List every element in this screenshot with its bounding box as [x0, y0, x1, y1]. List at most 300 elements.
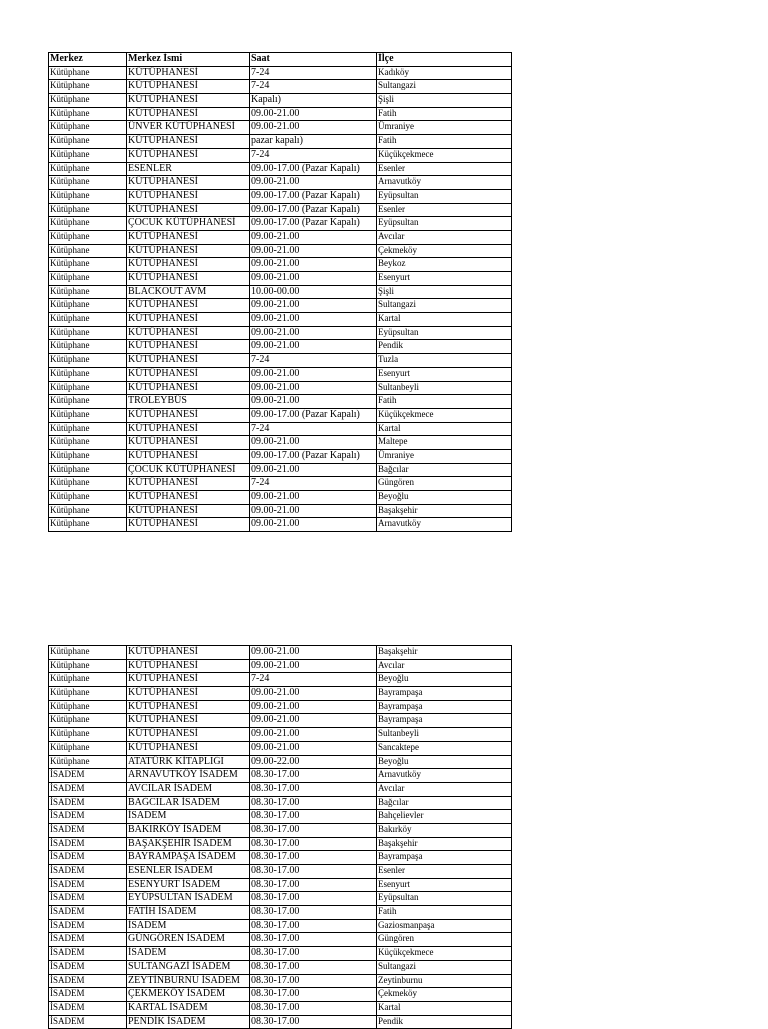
cell-merkez: Kütüphane: [49, 728, 127, 742]
table-row: [49, 504, 512, 518]
cell-saat: 09.00-17.00 (Pazar Kapalı): [250, 408, 377, 422]
cell-merkez: Kütüphane: [49, 673, 127, 687]
cell-ilce: Bağcılar: [377, 463, 512, 477]
cell-saat: 09.00-21.00: [250, 107, 377, 121]
cell-ilce: Bayrampaşa: [377, 851, 512, 865]
cell-merkez-ismi: KÜTÜPHANESİ: [127, 367, 250, 381]
cell-ilce: Güngören: [377, 933, 512, 947]
cell-merkez: İSADEM: [49, 782, 127, 796]
cell-ilce: Bayrampaşa: [377, 700, 512, 714]
cell-ilce: Küçükçekmece: [377, 148, 512, 162]
cell-merkez-ismi: AVCILAR İSADEM: [127, 782, 250, 796]
cell-merkez: İSADEM: [49, 823, 127, 837]
cell-merkez-ismi: KÜTÜPHANESİ: [127, 700, 250, 714]
cell-ilce: Fatih: [377, 395, 512, 409]
cell-ilce: Çekmeköy: [377, 244, 512, 258]
cell-saat: 7-24: [250, 673, 377, 687]
table-row: [49, 919, 512, 933]
cell-merkez-ismi: SULTANGAZİ İSADEM: [127, 960, 250, 974]
cell-merkez: Kütüphane: [49, 244, 127, 258]
cell-saat: 09.00-21.00: [250, 272, 377, 286]
table-row: [49, 463, 512, 477]
table-row: [49, 354, 512, 368]
cell-merkez-ismi: PENDİK İSADEM: [127, 1015, 250, 1029]
cell-ilce: Esenyurt: [377, 272, 512, 286]
cell-saat: 09.00-21.00: [250, 121, 377, 135]
library-hours-table-1: [48, 52, 512, 532]
cell-merkez: Kütüphane: [49, 272, 127, 286]
cell-saat: 09.00-21.00: [250, 728, 377, 742]
cell-saat: 08.30-17.00: [250, 782, 377, 796]
cell-ilce: Pendik: [377, 340, 512, 354]
cell-merkez: Kütüphane: [49, 491, 127, 505]
table-row: [49, 326, 512, 340]
table-row: [49, 299, 512, 313]
table-row: [49, 659, 512, 673]
cell-ilce: Ümraniye: [377, 121, 512, 135]
cell-merkez-ismi: KÜTÜPHANESİ: [127, 80, 250, 94]
table-row: [49, 755, 512, 769]
cell-ilce: Beyoğlu: [377, 673, 512, 687]
table-row: [49, 782, 512, 796]
cell-ilce: Şişli: [377, 285, 512, 299]
cell-merkez-ismi: KÜTÜPHANESİ: [127, 230, 250, 244]
cell-merkez: İSADEM: [49, 892, 127, 906]
cell-ilce: Başakşehir: [377, 504, 512, 518]
cell-merkez-ismi: KÜTÜPHANESİ: [127, 741, 250, 755]
cell-merkez: Kütüphane: [49, 741, 127, 755]
cell-ilce: Maltepe: [377, 436, 512, 450]
cell-merkez: Kütüphane: [49, 477, 127, 491]
table-row: [49, 796, 512, 810]
cell-saat: 09.00-17.00 (Pazar Kapalı): [250, 203, 377, 217]
cell-merkez-ismi: KÜTÜPHANESİ: [127, 326, 250, 340]
cell-merkez-ismi: KÜTÜPHANESİ: [127, 203, 250, 217]
cell-merkez-ismi: KÜTÜPHANESİ: [127, 714, 250, 728]
cell-saat: 09.00-21.00: [250, 659, 377, 673]
cell-ilce: Sultanbeyli: [377, 728, 512, 742]
cell-ilce: Beyoğlu: [377, 491, 512, 505]
cell-saat: 09.00-21.00: [250, 714, 377, 728]
cell-saat: 09.00-22.00: [250, 755, 377, 769]
cell-merkez: Kütüphane: [49, 313, 127, 327]
cell-ilce: Başakşehir: [377, 837, 512, 851]
cell-saat: 7-24: [250, 148, 377, 162]
cell-ilce: Arnavutköy: [377, 176, 512, 190]
header-merkez-ismi: Merkez İsmi: [127, 53, 250, 67]
table-row: [49, 189, 512, 203]
cell-merkez-ismi: KÜTÜPHANESİ: [127, 135, 250, 149]
cell-saat: 08.30-17.00: [250, 796, 377, 810]
cell-saat: 09.00-17.00 (Pazar Kapalı): [250, 189, 377, 203]
cell-merkez-ismi: ZEYTİNBURNU İSADEM: [127, 974, 250, 988]
cell-merkez: Kütüphane: [49, 449, 127, 463]
cell-merkez-ismi: FATİH İSADEM: [127, 906, 250, 920]
cell-merkez-ismi: KÜTÜPHANESİ: [127, 408, 250, 422]
table-row: [49, 714, 512, 728]
cell-ilce: Bahçelievler: [377, 810, 512, 824]
cell-merkez-ismi: EYÜPSULTAN İSADEM: [127, 892, 250, 906]
cell-merkez-ismi: KÜTÜPHANESİ: [127, 422, 250, 436]
cell-merkez-ismi: KÜTÜPHANESİ: [127, 148, 250, 162]
cell-saat: 08.30-17.00: [250, 933, 377, 947]
cell-ilce: Fatih: [377, 107, 512, 121]
table-row: [49, 285, 512, 299]
cell-ilce: Esenyurt: [377, 367, 512, 381]
cell-merkez: Kütüphane: [49, 326, 127, 340]
cell-ilce: Esenyurt: [377, 878, 512, 892]
cell-merkez: Kütüphane: [49, 162, 127, 176]
cell-saat: 08.30-17.00: [250, 974, 377, 988]
cell-merkez-ismi: KÜTÜPHANESİ: [127, 107, 250, 121]
cell-merkez: Kütüphane: [49, 189, 127, 203]
table-row: [49, 933, 512, 947]
cell-merkez: İSADEM: [49, 851, 127, 865]
cell-merkez-ismi: BAKIRKÖY İSADEM: [127, 823, 250, 837]
table-row: [49, 673, 512, 687]
cell-merkez-ismi: KÜTÜPHANESİ: [127, 728, 250, 742]
table-row: [49, 422, 512, 436]
library-hours-table-2: [48, 645, 512, 1029]
cell-saat: 09.00-21.00: [250, 367, 377, 381]
table-row: [49, 769, 512, 783]
cell-merkez-ismi: ESENLER İSADEM: [127, 865, 250, 879]
table-row: [49, 244, 512, 258]
cell-merkez-ismi: ATATÜRK KİTAPLIĞI: [127, 755, 250, 769]
cell-saat: 09.00-17.00 (Pazar Kapalı): [250, 162, 377, 176]
cell-merkez-ismi: ÜNVER KÜTÜPHANESİ: [127, 121, 250, 135]
cell-merkez-ismi: ESENYURT İSADEM: [127, 878, 250, 892]
cell-ilce: Küçükçekmece: [377, 408, 512, 422]
cell-ilce: Sultangazi: [377, 80, 512, 94]
cell-ilce: Gaziosmanpaşa: [377, 919, 512, 933]
table-row: [49, 94, 512, 108]
cell-ilce: Kadıköy: [377, 66, 512, 80]
cell-merkez-ismi: KÜTÜPHANESİ: [127, 673, 250, 687]
cell-ilce: Eyüpsultan: [377, 892, 512, 906]
cell-ilce: Beyoğlu: [377, 755, 512, 769]
cell-merkez: Kütüphane: [49, 367, 127, 381]
cell-ilce: Kartal: [377, 1001, 512, 1015]
cell-merkez: Kütüphane: [49, 258, 127, 272]
cell-merkez-ismi: BAYRAMPAŞA İSADEM: [127, 851, 250, 865]
table-row: [49, 80, 512, 94]
cell-merkez-ismi: KÜTÜPHANESİ: [127, 340, 250, 354]
cell-merkez-ismi: KÜTÜPHANESİ: [127, 354, 250, 368]
table-row: [49, 700, 512, 714]
cell-merkez: Kütüphane: [49, 148, 127, 162]
table-row: [49, 436, 512, 450]
cell-ilce: Fatih: [377, 906, 512, 920]
table-row: [49, 892, 512, 906]
header-ilce: İlçe: [377, 53, 512, 67]
cell-merkez-ismi: ÇOCUK KÜTÜPHANESİ: [127, 463, 250, 477]
cell-merkez: Kütüphane: [49, 687, 127, 701]
header-saat: Saat: [250, 53, 377, 67]
cell-merkez: Kütüphane: [49, 422, 127, 436]
cell-merkez: Kütüphane: [49, 94, 127, 108]
cell-merkez-ismi: KÜTÜPHANESİ: [127, 313, 250, 327]
cell-merkez-ismi: KÜTÜPHANESİ: [127, 381, 250, 395]
cell-merkez-ismi: KÜTÜPHANESİ: [127, 518, 250, 532]
table-row: [49, 878, 512, 892]
table-row: [49, 217, 512, 231]
table-row: [49, 176, 512, 190]
cell-saat: 09.00-21.00: [250, 340, 377, 354]
cell-saat: 09.00-21.00: [250, 313, 377, 327]
table-row: [49, 1015, 512, 1029]
cell-ilce: Bağcılar: [377, 796, 512, 810]
cell-merkez: Kütüphane: [49, 646, 127, 660]
cell-merkez: İSADEM: [49, 769, 127, 783]
cell-merkez-ismi: KÜTÜPHANESİ: [127, 299, 250, 313]
cell-saat: 09.00-21.00: [250, 326, 377, 340]
cell-merkez: İSADEM: [49, 919, 127, 933]
cell-merkez-ismi: KÜTÜPHANESİ: [127, 646, 250, 660]
cell-saat: 09.00-21.00: [250, 463, 377, 477]
cell-merkez: Kütüphane: [49, 408, 127, 422]
cell-merkez: İSADEM: [49, 906, 127, 920]
cell-saat: 08.30-17.00: [250, 810, 377, 824]
table-row: [49, 810, 512, 824]
cell-saat: 09.00-17.00 (Pazar Kapalı): [250, 217, 377, 231]
cell-saat: 7-24: [250, 66, 377, 80]
table-row: [49, 449, 512, 463]
cell-ilce: Güngören: [377, 477, 512, 491]
cell-saat: 08.30-17.00: [250, 1001, 377, 1015]
cell-saat: 08.30-17.00: [250, 851, 377, 865]
cell-merkez: Kütüphane: [49, 217, 127, 231]
cell-merkez: Kütüphane: [49, 285, 127, 299]
table-row: [49, 851, 512, 865]
cell-saat: 7-24: [250, 422, 377, 436]
cell-saat: 09.00-21.00: [250, 741, 377, 755]
cell-merkez: İSADEM: [49, 796, 127, 810]
cell-saat: 09.00-21.00: [250, 176, 377, 190]
cell-merkez: Kütüphane: [49, 66, 127, 80]
cell-ilce: Başakşehir: [377, 646, 512, 660]
table-row: [49, 162, 512, 176]
cell-merkez: İSADEM: [49, 933, 127, 947]
cell-merkez: Kütüphane: [49, 714, 127, 728]
cell-ilce: Sultangazi: [377, 960, 512, 974]
cell-saat: 09.00-21.00: [250, 504, 377, 518]
cell-saat: 08.30-17.00: [250, 878, 377, 892]
cell-ilce: Kartal: [377, 422, 512, 436]
cell-merkez-ismi: KÜTÜPHANESİ: [127, 491, 250, 505]
cell-saat: 08.30-17.00: [250, 947, 377, 961]
table-row: [49, 107, 512, 121]
cell-ilce: Eyüpsultan: [377, 326, 512, 340]
cell-ilce: Esenler: [377, 162, 512, 176]
cell-merkez: İSADEM: [49, 947, 127, 961]
cell-ilce: Esenler: [377, 203, 512, 217]
cell-ilce: Fatih: [377, 135, 512, 149]
cell-merkez: İSADEM: [49, 960, 127, 974]
header-merkez: Merkez: [49, 53, 127, 67]
cell-ilce: Kartal: [377, 313, 512, 327]
cell-merkez-ismi: BAĞCILAR İSADEM: [127, 796, 250, 810]
cell-merkez-ismi: KÜTÜPHANESİ: [127, 659, 250, 673]
cell-merkez: Kütüphane: [49, 755, 127, 769]
cell-merkez-ismi: İSADEM: [127, 919, 250, 933]
cell-merkez: Kütüphane: [49, 135, 127, 149]
table-row: [49, 66, 512, 80]
table-row: [49, 837, 512, 851]
cell-merkez-ismi: KÜTÜPHANESİ: [127, 94, 250, 108]
table-row: [49, 518, 512, 532]
cell-merkez: Kütüphane: [49, 107, 127, 121]
cell-ilce: Sultanbeyli: [377, 381, 512, 395]
cell-merkez-ismi: KÜTÜPHANESİ: [127, 504, 250, 518]
cell-merkez: Kütüphane: [49, 176, 127, 190]
table-row: [49, 203, 512, 217]
cell-merkez: Kütüphane: [49, 463, 127, 477]
cell-saat: 08.30-17.00: [250, 1015, 377, 1029]
cell-merkez: Kütüphane: [49, 381, 127, 395]
table-row: [49, 340, 512, 354]
table-row: [49, 381, 512, 395]
table-row: [49, 395, 512, 409]
cell-saat: 09.00-21.00: [250, 646, 377, 660]
table-row: [49, 741, 512, 755]
cell-merkez: Kütüphane: [49, 80, 127, 94]
cell-merkez-ismi: KÜTÜPHANESİ: [127, 244, 250, 258]
cell-ilce: Avcılar: [377, 659, 512, 673]
table-row: [49, 148, 512, 162]
table-header-row: [49, 53, 512, 67]
cell-merkez: Kütüphane: [49, 518, 127, 532]
table-row: [49, 272, 512, 286]
table-row: [49, 865, 512, 879]
cell-saat: 09.00-21.00: [250, 381, 377, 395]
cell-saat: 09.00-21.00: [250, 687, 377, 701]
cell-saat: 09.00-21.00: [250, 491, 377, 505]
cell-saat: 7-24: [250, 354, 377, 368]
cell-merkez: İSADEM: [49, 865, 127, 879]
cell-ilce: Arnavutköy: [377, 769, 512, 783]
cell-ilce: Bayrampaşa: [377, 714, 512, 728]
cell-saat: 08.30-17.00: [250, 906, 377, 920]
cell-ilce: Sultangazi: [377, 299, 512, 313]
cell-merkez-ismi: KÜTÜPHANESİ: [127, 176, 250, 190]
cell-saat: 10.00-00.00: [250, 285, 377, 299]
cell-merkez: İSADEM: [49, 837, 127, 851]
table-row: [49, 230, 512, 244]
cell-merkez-ismi: İSADEM: [127, 810, 250, 824]
cell-saat: 08.30-17.00: [250, 960, 377, 974]
cell-merkez-ismi: BAŞAKŞEHİR İSADEM: [127, 837, 250, 851]
cell-saat: 09.00-21.00: [250, 230, 377, 244]
cell-saat: 09.00-21.00: [250, 258, 377, 272]
cell-ilce: Pendik: [377, 1015, 512, 1029]
cell-merkez: Kütüphane: [49, 504, 127, 518]
cell-ilce: Eyüpsultan: [377, 217, 512, 231]
cell-merkez-ismi: ESENLER: [127, 162, 250, 176]
table-row: [49, 906, 512, 920]
cell-merkez-ismi: KÜTÜPHANESİ: [127, 258, 250, 272]
cell-merkez-ismi: KÜTÜPHANESİ: [127, 449, 250, 463]
cell-merkez: Kütüphane: [49, 203, 127, 217]
cell-merkez-ismi: İSADEM: [127, 947, 250, 961]
cell-saat: 7-24: [250, 477, 377, 491]
cell-merkez-ismi: KÜTÜPHANESİ: [127, 272, 250, 286]
cell-saat: 09.00-21.00: [250, 518, 377, 532]
cell-saat: 09.00-21.00: [250, 395, 377, 409]
cell-merkez: İSADEM: [49, 988, 127, 1002]
table-row: [49, 313, 512, 327]
table-row: [49, 491, 512, 505]
table-row: [49, 121, 512, 135]
cell-merkez-ismi: GÜNGÖREN İSADEM: [127, 933, 250, 947]
cell-saat: Kapalı): [250, 94, 377, 108]
cell-merkez-ismi: KÜTÜPHANESİ: [127, 687, 250, 701]
cell-saat: 09.00-21.00: [250, 299, 377, 313]
cell-saat: pazar kapalı): [250, 135, 377, 149]
cell-saat: 09.00-21.00: [250, 700, 377, 714]
table-row: [49, 974, 512, 988]
cell-ilce: Bayrampaşa: [377, 687, 512, 701]
cell-merkez-ismi: ÇOCUK KÜTÜPHANESİ: [127, 217, 250, 231]
table-row: [49, 947, 512, 961]
cell-merkez: Kütüphane: [49, 299, 127, 313]
table-row: [49, 477, 512, 491]
table-row: [49, 367, 512, 381]
cell-ilce: Tuzla: [377, 354, 512, 368]
cell-ilce: Esenler: [377, 865, 512, 879]
cell-merkez: Kütüphane: [49, 395, 127, 409]
table-row: [49, 408, 512, 422]
cell-merkez-ismi: KÜTÜPHANESİ: [127, 436, 250, 450]
cell-merkez: Kütüphane: [49, 121, 127, 135]
cell-merkez: İSADEM: [49, 878, 127, 892]
cell-ilce: Arnavutköy: [377, 518, 512, 532]
cell-merkez-ismi: ARNAVUTKÖY İSADEM: [127, 769, 250, 783]
cell-merkez: Kütüphane: [49, 436, 127, 450]
cell-merkez-ismi: BLACKOUT AVM: [127, 285, 250, 299]
cell-ilce: Sancaktepe: [377, 741, 512, 755]
cell-ilce: Şişli: [377, 94, 512, 108]
cell-saat: 08.30-17.00: [250, 919, 377, 933]
table-row: [49, 728, 512, 742]
cell-saat: 09.00-21.00: [250, 436, 377, 450]
cell-saat: 08.30-17.00: [250, 769, 377, 783]
cell-merkez-ismi: KÜTÜPHANESİ: [127, 477, 250, 491]
cell-ilce: Zeytinburnu: [377, 974, 512, 988]
table-row: [49, 687, 512, 701]
cell-merkez: Kütüphane: [49, 354, 127, 368]
cell-saat: 7-24: [250, 80, 377, 94]
table-row: [49, 823, 512, 837]
cell-merkez: İSADEM: [49, 974, 127, 988]
cell-saat: 09.00-21.00: [250, 244, 377, 258]
table-row: [49, 960, 512, 974]
cell-ilce: Çekmeköy: [377, 988, 512, 1002]
cell-ilce: Ümraniye: [377, 449, 512, 463]
table-row: [49, 135, 512, 149]
cell-merkez-ismi: ÇEKMEKÖY İSADEM: [127, 988, 250, 1002]
cell-merkez: Kütüphane: [49, 340, 127, 354]
table-row: [49, 988, 512, 1002]
cell-merkez: İSADEM: [49, 1015, 127, 1029]
table-row: [49, 258, 512, 272]
table-row: [49, 646, 512, 660]
cell-merkez: Kütüphane: [49, 700, 127, 714]
cell-merkez: İSADEM: [49, 810, 127, 824]
cell-ilce: Beykoz: [377, 258, 512, 272]
cell-ilce: Avcılar: [377, 782, 512, 796]
cell-merkez: Kütüphane: [49, 230, 127, 244]
